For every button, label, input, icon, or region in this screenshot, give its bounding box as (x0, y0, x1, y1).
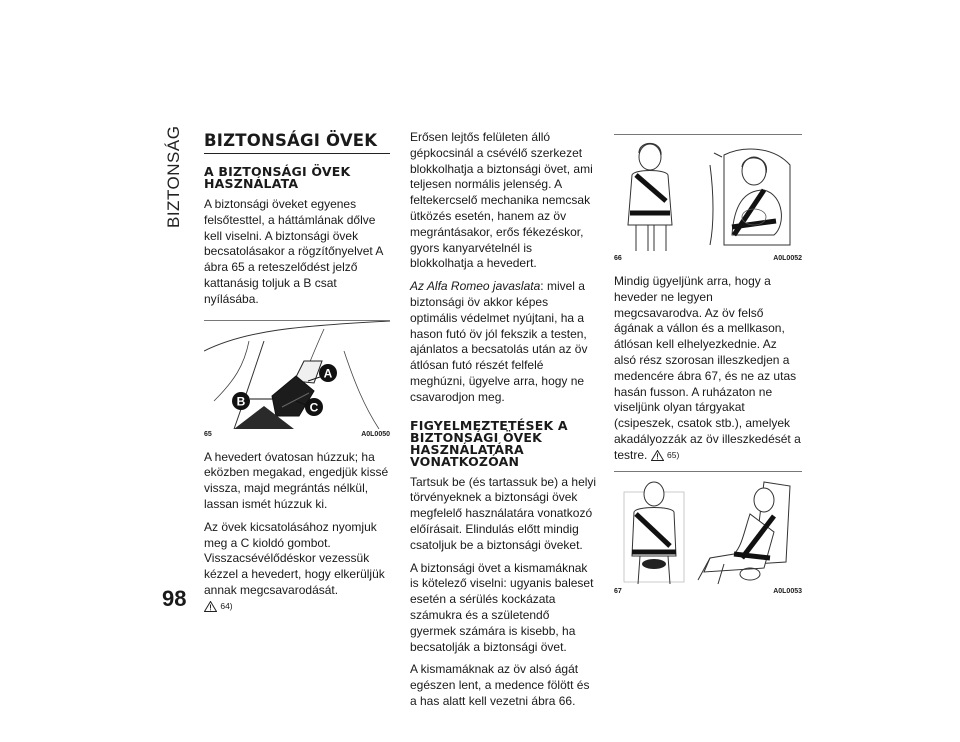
chapter-tab (160, 125, 192, 236)
figure-65 (204, 320, 390, 438)
paragraph-text: Mindig ügyeljünk arra, hogy a heveder ne legyen megcsavarodva. Az öv felső ágának a vállon és a mellkason, átlósan kell elhelyezkednie. Az alsó rész szorosan illeszkedjen a medencére ábra 67, és ne az utas hasán fusson. A ruházaton ne viseljünk olyan tárgyakat (csipeszek, csatok stb.), amelyek akadályozzák az öv illeszkedését a testre. (614, 274, 801, 462)
paragraph (410, 279, 598, 405)
paragraph: A kismamáknak az öv alsó ágát egészen lent, a medence fölött és a has alatt kell vezetni ábra 66. (410, 662, 590, 708)
chapter-label: BIZTONSÁG (164, 125, 183, 228)
callout-c: C (309, 400, 319, 415)
subsection-title: A BIZTONSÁGI ÖVEK HASZNÁLATA (204, 164, 351, 191)
paragraph: A biztonsági öveket egyenes felsőtesttel, a háttámlának dőlve kell viselni. A biztonsági övek becsatolásakor a rögzítőnyelvet A ábra 65 a reteszelődést jelző kattanásig toljuk a B csat nyílásába. (204, 197, 383, 306)
figure-caption (614, 255, 802, 262)
paragraph-text: Az övek kicsatolásához nyomjuk meg a C kioldó gombot. Visszacsévélődéskor vezessük kézzel a hevedert, hogy elkerüljük annak megcsavarodását. (204, 519, 385, 597)
warning-icon (651, 450, 664, 461)
figure-66 (614, 134, 802, 262)
paragraph: A hevedert óvatosan húzzuk; ha eközben megakad, engedjük kissé vissza, majd megrántás nélkül, lassan ismét húzzuk ki. (204, 449, 389, 511)
column-2 (410, 130, 598, 717)
recommendation-label: Az Alfa Romeo javaslata (410, 279, 541, 294)
figure-number: 67 (614, 587, 622, 595)
figure-code: A0L0052 (773, 255, 802, 262)
section-title: BIZTONSÁGI ÖVEK (204, 131, 378, 150)
paragraph-text: : mivel a biztonsági öv akkor képes optimális védelmet nyújtani, ha a hason futó öv jól fekszik a testen, ajánlatos a becsatolás után az öv átlósan futó részét felfelé meghúzni, ügyelve arra, hogy ne csavarodjon meg. (410, 279, 588, 404)
paragraph: Erősen lejtős felületen álló gépkocsinál a csévélő szerkezet blokkolhatja a biztonsági övet, ami teljesen normális jelenség. A feltekercselő mechanika nemcsak ütközés esetén, hanem az öv megrántásakor, erős fékezéskor, gyors kanyarvételnél is blokkolhatja a hevedert. (410, 130, 593, 271)
column-1 (204, 126, 390, 622)
figure-67 (614, 471, 802, 595)
pregnant-woman-seatbelt-illustration (614, 135, 802, 253)
paragraph: Tartsuk be (és tartassuk be) a helyi törvényeknek a biztonsági övek megfelelő használatára vonatkozó előírásait. Elindulás előtt mindig csatoljuk be a biztonsági öveket. (410, 474, 597, 552)
warnings-title: FIGYELMEZTETÉSEK A BIZTONSÁGI ÖVEK HASZNÁLATÁRA VONATKOZÓAN (410, 417, 568, 469)
correct-seatbelt-position-illustration (614, 472, 802, 586)
figure-code: A0L0050 (361, 430, 390, 438)
figure-caption (614, 588, 802, 595)
warning-reference: 65) (667, 449, 680, 460)
page-number: 98 (162, 586, 187, 611)
callout-a: A (323, 366, 333, 381)
column-3 (614, 134, 802, 607)
figure-code: A0L0053 (773, 587, 802, 595)
warning-icon (204, 601, 217, 612)
paragraph (204, 520, 390, 615)
figure-caption (204, 431, 390, 438)
seatbelt-buckle-illustration (204, 321, 390, 429)
title-rule (204, 153, 390, 154)
paragraph (614, 274, 802, 464)
callout-b: B (236, 394, 246, 409)
warning-reference: 64) (220, 600, 233, 611)
figure-number: 66 (614, 255, 622, 262)
paragraph: A biztonsági övet a kismamáknak is kötelező viselni: ugyanis baleset esetén a sérülés kockázata számukra és a születendő gyermek számára is kisebb, ha becsatolják a biztonsági övet. (410, 560, 594, 654)
figure-number: 65 (204, 430, 212, 438)
